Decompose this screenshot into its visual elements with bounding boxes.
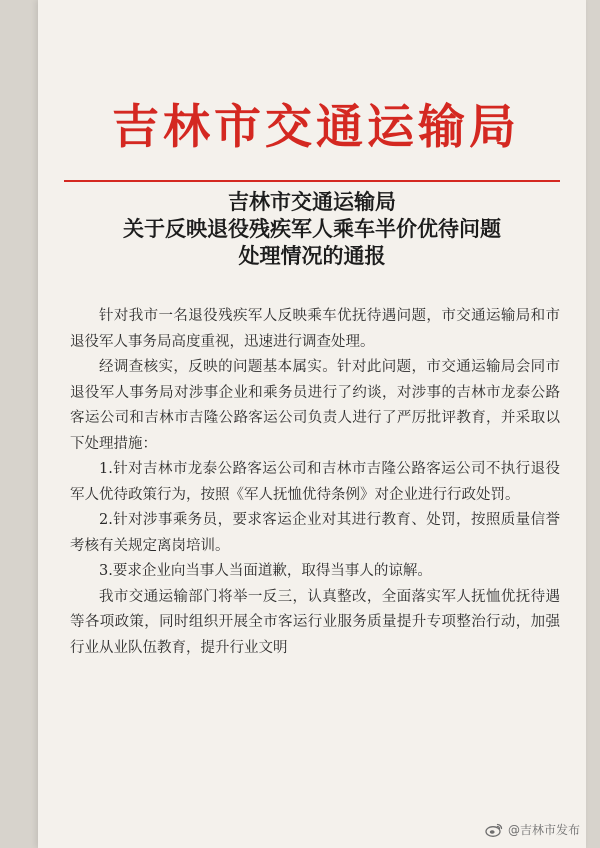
paragraph-findings: 经调查核实，反映的问题基本属实。针对此问题，市交通运输局会同市退役军人事务局对涉事企业和乘务员进行了约谈，对涉事的吉林市龙泰公路客运公司和吉林市吉隆公路客运公司负责人进行了严厉批评教育，并采取以下处理措施： <box>70 359 560 452</box>
document-page <box>38 0 586 848</box>
notice-body <box>70 304 560 661</box>
notice-title-line-3: 处理情况的通报 <box>238 243 386 268</box>
measure-item-1: 1.针对吉林市龙泰公路客运公司和吉林市吉隆公路客运公司不执行退役军人优待政策行为，按照《军人抚恤优待条例》对企业进行行政处罚。 <box>70 461 560 503</box>
watermark-text: @吉林市发布 <box>507 823 580 837</box>
letterhead-divider <box>64 180 560 182</box>
notice-title-line-2: 关于反映退役残疾军人乘车半价优待问题 <box>123 216 501 241</box>
letterhead-title: 吉林市交通运输局 <box>112 100 520 155</box>
measure-item-2: 2.针对涉事乘务员，要求客运企业对其进行教育、处罚，按照质量信誉考核有关规定离岗培训。 <box>70 512 560 554</box>
measure-item-3: 3.要求企业向当事人当面道歉，取得当事人的谅解。 <box>99 563 432 579</box>
notice-title-line-1: 吉林市交通运输局 <box>228 189 396 214</box>
paragraph-intro: 针对我市一名退役残疾军人反映乘车优抚待遇问题，市交通运输局和市退役军人事务局高度重视，迅速进行调查处理。 <box>70 308 560 350</box>
notice-title <box>38 188 586 269</box>
paragraph-commitment: 我市交通运输部门将举一反三，认真整改，全面落实军人抚恤优抚待遇等各项政策，同时组织开展全市客运行业服务质量提升专项整治行动，加强行业从业队伍教育，提升行业文明 <box>70 588 560 656</box>
weibo-icon <box>485 823 503 837</box>
weibo-watermark <box>485 821 580 838</box>
